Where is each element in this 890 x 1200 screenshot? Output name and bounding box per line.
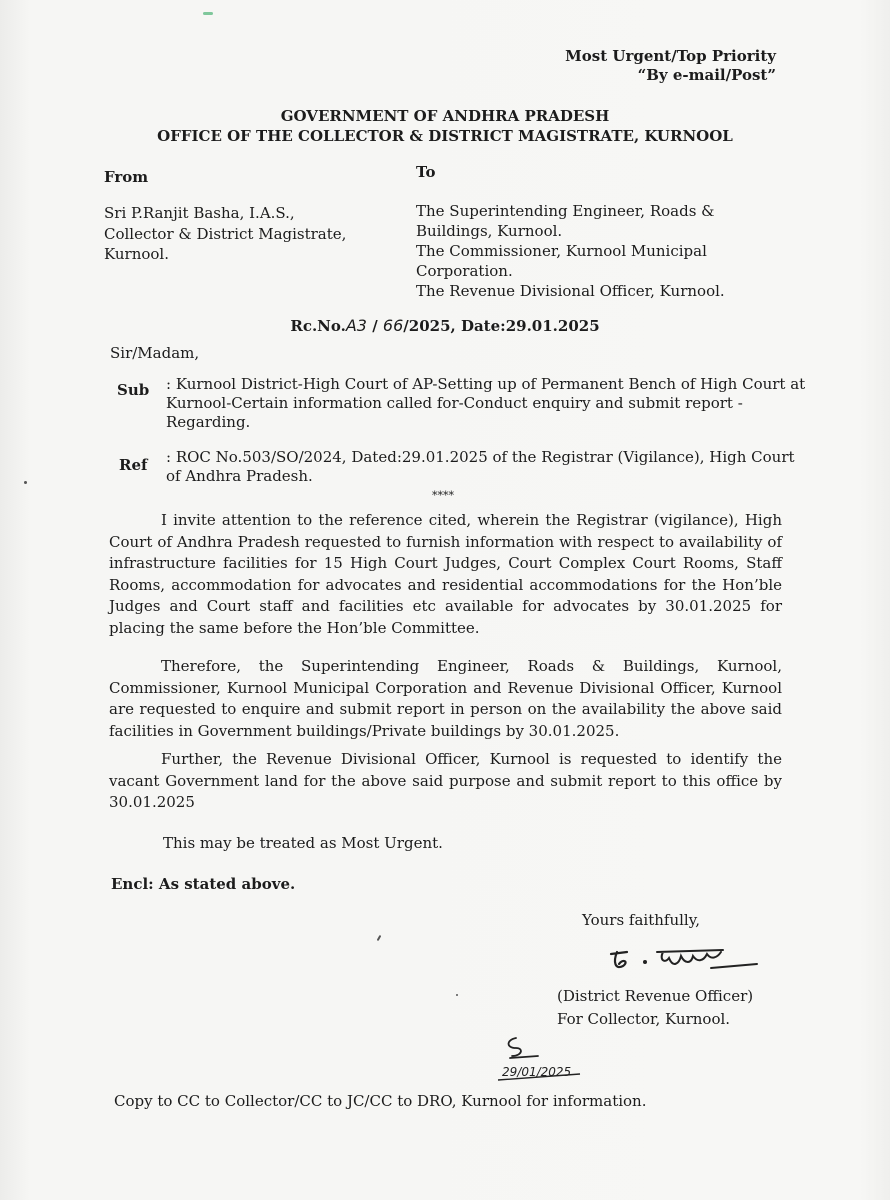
ref-prefix: Rc.No. bbox=[290, 317, 346, 335]
reference-number bbox=[0, 316, 890, 335]
section-separator: **** bbox=[432, 489, 454, 502]
ref-separator: / bbox=[366, 317, 383, 335]
body-paragraph-4: This may be treated as Most Urgent. bbox=[163, 834, 443, 852]
recipient-line: The Superintending Engineer, Roads & bbox=[416, 202, 715, 220]
initials-date: 29/01/2025 bbox=[502, 1065, 572, 1079]
delivery-mode-line: “By e-mail/Post” bbox=[637, 66, 776, 84]
priority-header bbox=[565, 47, 776, 85]
signature bbox=[605, 942, 765, 978]
sender-line: Kurnool. bbox=[104, 245, 169, 263]
reference-text: : ROC No.503/SO/2024, Dated:29.01.2025 of the Registrar (Vigilance), High Court of Andhra Pradesh. bbox=[166, 448, 795, 485]
body-paragraph-2: Therefore, the Superintending Engineer, Roads & Buildings, Kurnool, Commissioner, Kurnool Municipal Corporation and Revenue Divisional Officer, Kurnool are requested to enquire and submit report in person on the availability the above said facilities in Government buildings/Private buildings by 30.01.2025. bbox=[109, 657, 782, 740]
salutation: Sir/Madam, bbox=[110, 344, 200, 362]
closing-phrase: Yours faithfully, bbox=[582, 911, 700, 929]
priority-line: Most Urgent/Top Priority bbox=[565, 47, 776, 65]
recipient-line: The Commissioner, Kurnool Municipal bbox=[416, 242, 707, 260]
office-name: OFFICE OF THE COLLECTOR & DISTRICT MAGISTRATE, KURNOOL bbox=[157, 127, 733, 145]
sender-address bbox=[104, 203, 346, 265]
ref-number-handwritten: 66 bbox=[382, 316, 404, 335]
ref-suffix: /2025, Date:29.01.2025 bbox=[403, 317, 600, 335]
from-label: From bbox=[104, 168, 149, 186]
body-paragraph-1: I invite attention to the reference cited, wherein the Registrar (vigilance), High Court of Andhra Pradesh requested to furnish information with respect to availability of infrastructure facilities for 15 High Court Judges, Court Complex Court Rooms, Staff Rooms, accommodation for advocates and residential accommodations for the Hon’ble Judges and Court staff and facilities etc available for advocates by 30.01.2025 for placing the same before the Hon’ble Committee. bbox=[109, 511, 782, 637]
sender-line: Sri P.Ranjit Basha, I.A.S., bbox=[104, 204, 295, 222]
scan-speck bbox=[456, 994, 458, 996]
copy-to-line: Copy to CC to Collector/CC to JC/CC to DRO, Kurnool for information. bbox=[114, 1092, 647, 1110]
recipient-address bbox=[416, 201, 756, 301]
recipient-line: Corporation. bbox=[416, 262, 513, 280]
to-label: To bbox=[416, 163, 436, 181]
scan-mark bbox=[203, 12, 213, 15]
subject-text: : Kurnool District-High Court of AP-Setting up of Permanent Bench of High Court at Kurnool-Certain information called for-Conduct enquiry and submit report -Regarding. bbox=[166, 375, 806, 431]
recipient-line: Buildings, Kurnool. bbox=[416, 222, 563, 240]
body-paragraph-3: Further, the Revenue Divisional Officer, Kurnool is requested to identify the vacant Government land for the above said purpose and submit report to this office by 30.01.2025 bbox=[109, 750, 782, 811]
initials-with-date bbox=[488, 1034, 588, 1082]
enclosure-note: Encl: As stated above. bbox=[111, 875, 296, 893]
scan-speck bbox=[377, 935, 382, 941]
subject-label: Sub bbox=[117, 381, 150, 399]
sender-line: Collector & District Magistrate, bbox=[104, 224, 347, 243]
signatory-block bbox=[557, 985, 753, 1031]
ref-section-handwritten: A3 bbox=[345, 316, 367, 335]
government-name: GOVERNMENT OF ANDHRA PRADESH bbox=[280, 107, 610, 125]
recipient-line: The Revenue Divisional Officer, Kurnool. bbox=[416, 282, 725, 300]
signatory-for: For Collector, Kurnool. bbox=[557, 1010, 731, 1028]
scan-speck bbox=[24, 481, 27, 484]
office-heading bbox=[0, 106, 890, 146]
reference-label: Ref bbox=[119, 456, 148, 474]
signatory-designation: (District Revenue Officer) bbox=[557, 987, 754, 1005]
